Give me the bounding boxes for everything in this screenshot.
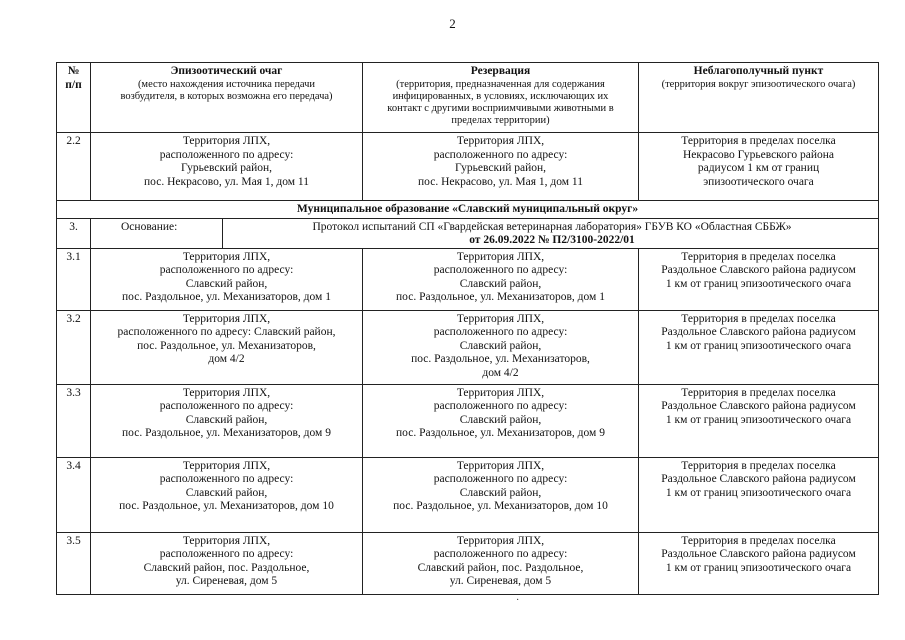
header-col1-sub: (место нахождения источника передачи: [137, 78, 316, 90]
header-num-line: п/п: [65, 78, 82, 91]
cell-line: расположенного по адресу:: [159, 548, 294, 560]
header-col2-sub: (территория, предназначенная для содержания: [396, 78, 605, 90]
cell-line: Славский район,: [185, 486, 268, 499]
cell-line: пос. Раздольное, ул. Механизаторов, дом 10: [393, 500, 608, 512]
row-number: 3.: [57, 218, 91, 248]
cell-line: Территория ЛПХ,: [456, 135, 545, 147]
cell-line: 1 км от границ эпизоотического очага: [665, 277, 852, 290]
cell-line: 1 км от границ эпизоотического очага: [665, 561, 852, 574]
header-col2-sub: инфицированных, в условиях, исключающих их: [392, 90, 609, 102]
cell-line: 1 км от границ эпизоотического очага: [665, 413, 852, 426]
header-col2-sub: пределах территории): [451, 114, 550, 126]
cell-line: эпизоотического очага: [703, 175, 814, 188]
affected-area-cell: [639, 133, 879, 201]
reservation-cell: [363, 384, 639, 457]
cell-line: расположенного по адресу:: [433, 400, 568, 412]
cell-line: расположенного по адресу: Славский район,: [117, 326, 336, 338]
reservation-cell: [363, 133, 639, 201]
focus-cell: [91, 384, 363, 457]
header-num-line: №: [67, 65, 80, 77]
cell-line: Раздольное Славского района радиусом: [661, 400, 856, 412]
cell-line: Территория ЛПХ,: [456, 534, 545, 547]
cell-line: Территория в пределах поселка: [681, 459, 836, 472]
header-col3: [639, 63, 879, 133]
basis-label: Основание:: [121, 220, 178, 233]
focus-cell: [91, 248, 363, 310]
cell-line: Территория ЛПХ,: [182, 459, 271, 472]
cell-line: пос. Раздольное, ул. Механизаторов, дом 9: [122, 427, 331, 439]
cell-line: Территория в пределах поселка: [681, 312, 836, 325]
basis-protocol-date: от 26.09.2022 № П2/3100-2022/01: [469, 234, 635, 246]
reservation-cell: [363, 457, 639, 532]
cell-line: Раздольное Славского района радиусом: [661, 326, 856, 338]
scan-speck: ·: [516, 595, 520, 606]
cell-line: дом 4/2: [482, 366, 519, 379]
affected-area-cell: [639, 310, 879, 384]
focus-cell: [91, 133, 363, 201]
basis-text-block: [222, 219, 878, 248]
cell-line: расположенного по адресу:: [433, 473, 568, 485]
cell-line: пос. Раздольное, ул. Механизаторов,: [411, 353, 590, 365]
reservation-cell: [363, 532, 639, 594]
cell-line: пос. Некрасово, ул. Мая 1, дом 11: [418, 175, 583, 188]
cell-line: Территория ЛПХ,: [182, 386, 271, 399]
cell-line: Славский район, пос. Раздольное,: [143, 561, 310, 574]
table-row: [57, 532, 879, 594]
header-num: [57, 63, 91, 133]
cell-line: Территория ЛПХ,: [456, 459, 545, 472]
cell-line: Территория ЛПХ,: [182, 534, 271, 547]
header-col2: [363, 63, 639, 133]
affected-area-cell: [639, 384, 879, 457]
cell-line: расположенного по адресу:: [433, 148, 568, 161]
cell-line: пос. Раздольное, ул. Механизаторов,: [137, 339, 316, 352]
cell-line: ул. Сиреневая, дом 5: [175, 575, 278, 587]
cell-line: пос. Раздольное, ул. Механизаторов, дом 1: [122, 291, 331, 303]
cell-line: Славский район,: [459, 486, 542, 499]
header-col2-sub: контакт с другими восприимчивыми животными в: [387, 102, 614, 114]
cell-line: 1 км от границ эпизоотического очага: [665, 339, 852, 352]
row-number: 3.1: [57, 248, 91, 310]
row-number: 2.2: [57, 133, 91, 201]
affected-area-cell: [639, 457, 879, 532]
reservation-cell: [363, 310, 639, 384]
header-col1-sub: возбудителя, в которых возможна его передача): [120, 90, 333, 102]
cell-line: пос. Некрасово, ул. Мая 1, дом 11: [144, 175, 309, 188]
cell-line: Славский район,: [185, 413, 268, 426]
cell-line: пос. Раздольное, ул. Механизаторов, дом 10: [119, 500, 334, 512]
focus-cell: [91, 457, 363, 532]
cell-line: расположенного по адресу:: [433, 548, 568, 560]
header-col1-title: Эпизоотический очаг: [170, 65, 283, 77]
cell-line: Территория ЛПХ,: [182, 135, 271, 147]
row-number: 3.3: [57, 384, 91, 457]
table-row: [57, 457, 879, 532]
focus-cell: [91, 532, 363, 594]
cell-line: дом 4/2: [208, 353, 245, 365]
row-number: 3.5: [57, 532, 91, 594]
epizootic-table: [56, 62, 879, 595]
cell-line: Раздольное Славского района радиусом: [661, 473, 856, 485]
cell-line: расположенного по адресу:: [159, 473, 294, 485]
header-col3-sub: (территория вокруг эпизоотического очага): [661, 78, 856, 90]
header-col2-title: Резервация: [470, 65, 531, 77]
basis-cell: [91, 218, 879, 248]
cell-line: Территория в пределах поселка: [681, 135, 836, 147]
basis-text: Протокол испытаний СП «Гвардейская ветеринарная лаборатория» ГБУВ КО «Областная СББЖ»: [312, 220, 792, 233]
cell-line: Территория ЛПХ,: [182, 312, 271, 325]
cell-line: радиусом 1 км от границ: [697, 162, 820, 174]
cell-line: Территория в пределах поселка: [681, 250, 836, 263]
cell-line: Славский район,: [459, 413, 542, 426]
cell-line: Некрасово Гурьевского района: [682, 148, 835, 161]
cell-line: Раздольное Славского района радиусом: [661, 548, 856, 560]
cell-line: пос. Раздольное, ул. Механизаторов, дом 1: [396, 291, 605, 303]
cell-line: расположенного по адресу:: [433, 326, 568, 338]
table-header-row: [57, 63, 879, 133]
header-col1: [91, 63, 363, 133]
cell-line: расположенного по адресу:: [159, 148, 294, 161]
cell-line: Славский район,: [459, 339, 542, 352]
header-col3-title: Неблагополучный пункт: [693, 65, 824, 77]
cell-line: Гурьевский район,: [180, 162, 273, 174]
cell-line: Территория ЛПХ,: [456, 386, 545, 399]
cell-line: Славский район, пос. Раздольное,: [417, 561, 584, 574]
cell-line: расположенного по адресу:: [433, 264, 568, 276]
cell-line: Территория в пределах поселка: [681, 386, 836, 399]
affected-area-cell: [639, 532, 879, 594]
row-number: 3.4: [57, 457, 91, 532]
cell-line: 1 км от границ эпизоотического очага: [665, 486, 852, 499]
cell-line: Территория ЛПХ,: [456, 312, 545, 325]
cell-line: расположенного по адресу:: [159, 264, 294, 276]
page-number: 2: [449, 16, 456, 31]
cell-line: расположенного по адресу:: [159, 400, 294, 412]
municipality-title: Муниципальное образование «Славский муниципальный округ»: [57, 201, 879, 219]
cell-line: ул. Сиреневая, дом 5: [449, 575, 552, 587]
reservation-cell: [363, 248, 639, 310]
cell-line: Славский район,: [459, 277, 542, 290]
table-row: [57, 310, 879, 384]
cell-line: пос. Раздольное, ул. Механизаторов, дом 9: [396, 427, 605, 439]
table-row: [57, 133, 879, 201]
affected-area-cell: [639, 248, 879, 310]
table-row: [57, 384, 879, 457]
basis-row: [57, 218, 879, 248]
cell-line: Славский район,: [185, 277, 268, 290]
focus-cell: [91, 310, 363, 384]
table-row: [57, 248, 879, 310]
cell-line: Гурьевский район,: [454, 162, 547, 174]
cell-line: Раздольное Славского района радиусом: [661, 264, 856, 276]
row-number: 3.2: [57, 310, 91, 384]
cell-line: Территория ЛПХ,: [182, 250, 271, 263]
cell-line: Территория ЛПХ,: [456, 250, 545, 263]
cell-line: Территория в пределах поселка: [681, 534, 836, 547]
municipality-row: [57, 201, 879, 219]
